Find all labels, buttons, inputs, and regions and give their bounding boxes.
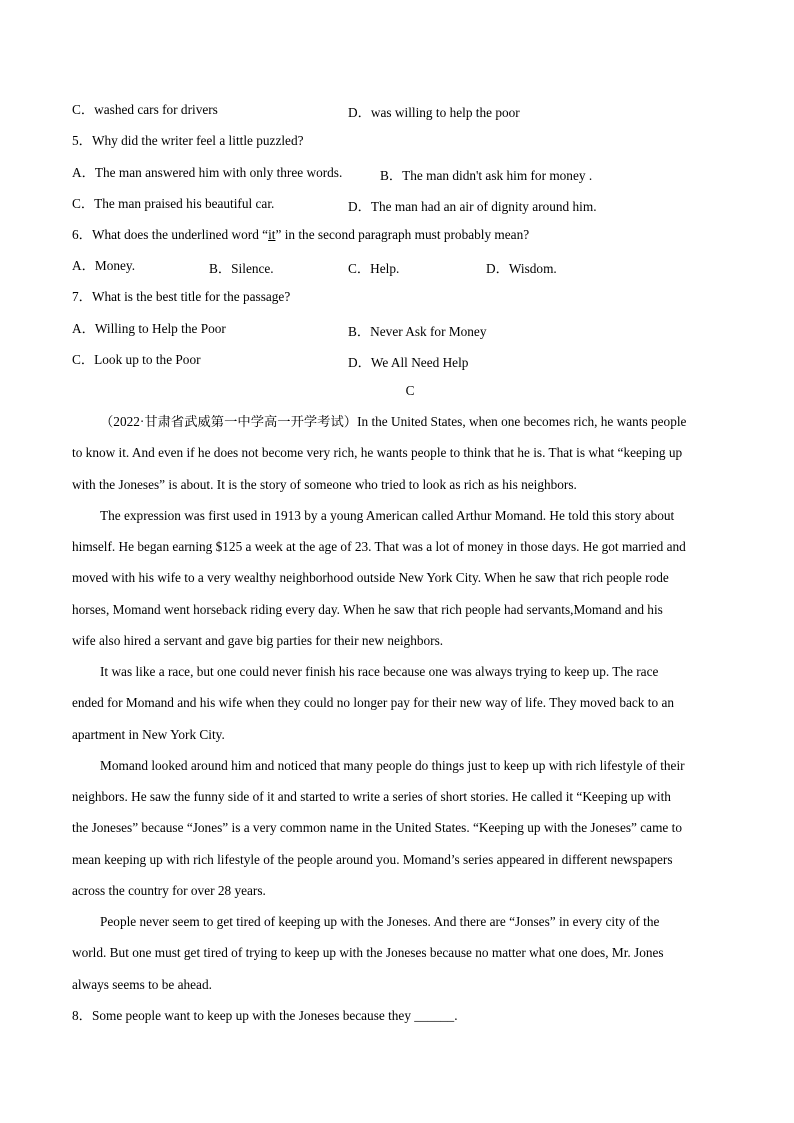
q8-question: 8．Some people want to keep up with the Joneses because they ______. (72, 1008, 458, 1023)
passage-line: apartment in New York City. (72, 727, 225, 742)
q7-option-a: A．Willing to Help the Poor (72, 321, 226, 336)
q6-option-c: C．Help. (348, 261, 400, 276)
passage-line: with the Joneses” is about. It is the story of someone who tried to look as rich as his neighbors. (72, 477, 577, 492)
q6-option-d: D．Wisdom. (486, 261, 557, 276)
passage-line: It was like a race, but one could never finish his race because one was always trying to keep up. The race (100, 664, 659, 679)
passage-line: always seems to be ahead. (72, 977, 212, 992)
q7-question: 7．What is the best title for the passage? (72, 289, 291, 304)
passage-line: horses, Momand went horseback riding every day. When he saw that rich people had servants,Momand and his (72, 602, 663, 617)
q4-option-c: C．washed cars for drivers (72, 102, 218, 117)
underlined-word: it (268, 227, 276, 242)
passage-line: himself. He began earning $125 a week at the age of 23. That was a lot of money in those days. He got married and (72, 539, 686, 554)
passage-line: to know it. And even if he does not become very rich, he wants people to think that he is. That is what “keeping up (72, 445, 683, 460)
q5-option-c: C．The man praised his beautiful car. (72, 196, 275, 211)
passage-line: （2022·甘肃省武威第一中学高一开学考试）In the United States, when one becomes rich, he wants people (100, 414, 687, 429)
passage-line: across the country for over 28 years. (72, 883, 266, 898)
q4-option-d: D．was willing to help the poor (348, 105, 520, 120)
q5-option-d: D．The man had an air of dignity around him. (348, 199, 597, 214)
q5-option-a: A．The man answered him with only three words. (72, 165, 343, 180)
passage-line: moved with his wife to a very wealthy neighborhood outside New York City. When he saw that rich people rode (72, 570, 669, 585)
q7-option-c: C．Look up to the Poor (72, 352, 201, 367)
passage-line: the Joneses” because “Jones” is a very common name in the United States. “Keeping up with the Joneses” came to (72, 820, 682, 835)
q5-question: 5．Why did the writer feel a little puzzled? (72, 133, 304, 148)
q7-option-d: D．We All Need Help (348, 355, 469, 370)
passage-line: world. But one must get tired of trying to keep up with the Joneses because no matter what one does, Mr. Jones (72, 945, 664, 960)
q6-question: 6．What does the underlined word “it” in the second paragraph must probably mean? (72, 227, 530, 242)
passage-line: neighbors. He saw the funny side of it and started to write a series of short stories. He called it “Keeping up with (72, 789, 671, 804)
q7-option-b: B．Never Ask for Money (348, 324, 487, 339)
q5-option-b: B．The man didn't ask him for money . (380, 168, 593, 183)
passage-line: wife also hired a servant and gave big parties for their new neighbors. (72, 633, 444, 648)
passage-line: People never seem to get tired of keeping up with the Joneses. And there are “Jonses” in every city of the (100, 914, 660, 929)
passage-line: mean keeping up with rich lifestyle of the people around you. Momand’s series appeared in different newspapers (72, 852, 673, 867)
passage-line: ended for Momand and his wife when they could no longer pay for their new way of life. They moved back to an (72, 695, 675, 710)
passage-line: The expression was first used in 1913 by a young American called Arthur Momand. He told this story about (100, 508, 675, 523)
q6-option-a: A．Money. (72, 258, 136, 273)
passage-line: Momand looked around him and noticed that many people do things just to keep up with rich lifestyle of their (100, 758, 685, 773)
section-heading: C (405, 383, 415, 398)
q6-option-b: B．Silence. (209, 261, 274, 276)
